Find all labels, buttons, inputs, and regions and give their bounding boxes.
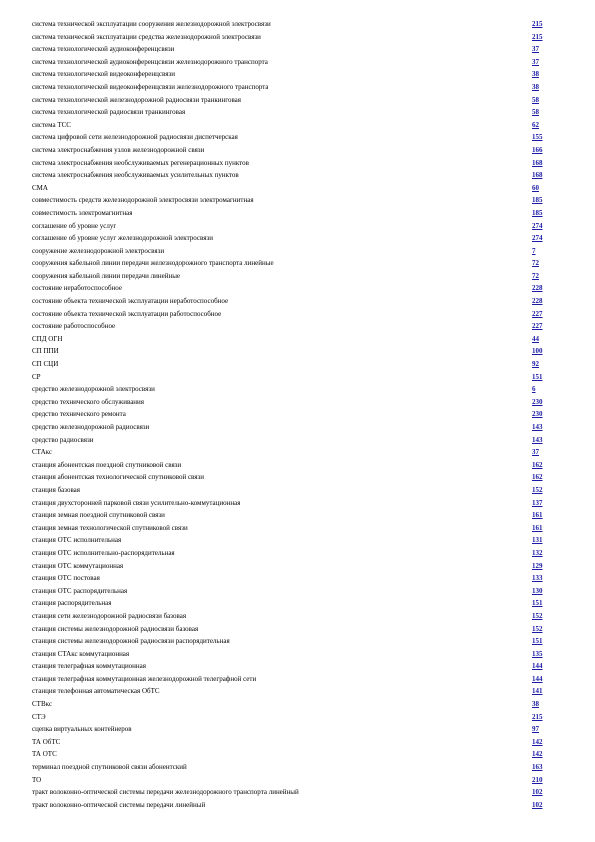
index-term: система технической эксплуатации средства железнодорожной электросвязи (32, 32, 261, 41)
index-entry (32, 723, 560, 736)
page-number-link[interactable]: 58 (532, 95, 539, 104)
index-entry (32, 698, 560, 711)
index-entry (32, 308, 560, 321)
page-number-link[interactable]: 230 (532, 410, 543, 419)
page-number-link[interactable]: 102 (532, 788, 543, 797)
index-term: система электроснабжения необслуживаемых усилительных пунктов (32, 171, 239, 180)
page-number-link[interactable]: 155 (532, 133, 543, 142)
index-term: станция двухсторонней парковой связи усилительно-коммутационная (32, 498, 241, 507)
index-term: система технологической видеоконференцсвязи железнодорожного транспорта (32, 82, 269, 91)
index-entry (32, 245, 560, 258)
index-entry (32, 673, 560, 686)
index-entry (32, 182, 560, 195)
page-number-link[interactable]: 131 (532, 536, 543, 545)
index-entry (32, 68, 560, 81)
page-number-link[interactable]: 38 (532, 70, 539, 79)
index-entry (32, 257, 560, 270)
index-entry (32, 774, 560, 787)
index-entry (32, 345, 560, 358)
index-term: состояние объекта технической эксплуатации работоспособное (32, 309, 222, 318)
index-entry (32, 408, 560, 421)
page-number-link[interactable]: 215 (532, 712, 543, 721)
page-number-link[interactable]: 143 (532, 435, 543, 444)
index-entry (32, 371, 560, 384)
index-entry (32, 434, 560, 447)
index-term: СПД ОГН (32, 334, 63, 343)
index-entry (32, 786, 560, 799)
index-entry (32, 748, 560, 761)
index-term: совместимость средств железнодорожной электросвязи электромагнитная (32, 196, 254, 205)
index-entry (32, 711, 560, 724)
page-number-link[interactable]: 228 (532, 284, 543, 293)
index-term: станция системы железнодорожной радиосвязи базовая (32, 624, 199, 633)
index-entry (32, 610, 560, 623)
index-term: сооружения кабельной линии передачи железнодорожного транспорта линейные (32, 259, 274, 268)
index-entry (32, 736, 560, 749)
index-term: станция ОТС постовая (32, 574, 100, 583)
page-number-link[interactable]: 37 (532, 45, 539, 54)
page-number-link[interactable]: 37 (532, 448, 539, 457)
page-number-link[interactable]: 274 (532, 234, 543, 243)
index-entry (32, 648, 560, 661)
page-number-link[interactable]: 72 (532, 259, 539, 268)
index-entry (32, 43, 560, 56)
index-term: СП СЦИ (32, 360, 59, 369)
index-term: сцепка виртуальных контейнеров (32, 725, 132, 734)
index-entry (32, 383, 560, 396)
index-term: СТВкс (32, 700, 52, 709)
index-entry (32, 81, 560, 94)
page-number-link[interactable]: 228 (532, 297, 543, 306)
index-entry (32, 282, 560, 295)
page-number-link[interactable]: 227 (532, 309, 543, 318)
page-number-link[interactable]: 92 (532, 360, 539, 369)
index-term: средство железнодорожной радиосвязи (32, 423, 150, 431)
index-entry (32, 585, 560, 598)
index-term: СТАкс (32, 448, 52, 457)
page-number-link[interactable]: 162 (532, 460, 543, 469)
page-number-link[interactable]: 215 (532, 20, 543, 28)
index-term: ТА ОТС (32, 750, 57, 759)
index-term: тракт волоконно-оптической системы передачи железнодорожного транспорта линейный (32, 788, 299, 797)
page-number-link[interactable]: 7 (532, 246, 536, 255)
page-number-link[interactable]: 151 (532, 637, 543, 646)
index-term: ТА ОбТС (32, 737, 61, 746)
page-number-link[interactable]: 143 (532, 423, 543, 431)
index-term: система технологической аудиоконференцсвязи (32, 45, 175, 54)
index-entry (32, 497, 560, 510)
page-number-link[interactable]: 152 (532, 611, 543, 620)
index-entry (32, 207, 560, 220)
page-number-link[interactable]: 144 (532, 674, 543, 683)
index-term: сооружение железнодорожной электросвязи (32, 246, 165, 255)
page-number-link[interactable]: 100 (532, 347, 543, 356)
index-term: состояние работоспособное (32, 322, 116, 331)
index-term: терминал поездной спутниковой связи абонентский (32, 763, 187, 772)
page-number-link[interactable]: 161 (532, 511, 543, 520)
index-term: станция ОТС распорядительная (32, 586, 128, 595)
page-number-link[interactable]: 230 (532, 397, 543, 406)
index-entry (32, 597, 560, 610)
index-term: станция СТАкс коммутационная (32, 649, 130, 658)
index-term: система электроснабжения узлов железнодорожной связи (32, 145, 205, 154)
page-number-link[interactable]: 38 (532, 700, 539, 709)
index-term: станция телефонная автоматическая ОбТС (32, 687, 160, 696)
index-entry (32, 31, 560, 44)
page-number-link[interactable]: 151 (532, 372, 543, 381)
page-number-link[interactable]: 142 (532, 750, 543, 759)
index-term: сооружения кабельной линии передачи линейные (32, 271, 181, 280)
index-entry (32, 333, 560, 346)
index-term: станция телеграфная коммутационная железнодорожной телеграфной сети (32, 674, 257, 683)
page-number-link[interactable]: 58 (532, 108, 539, 117)
index-term: средство радиосвязи (32, 435, 94, 444)
page-number-link[interactable]: 161 (532, 523, 543, 532)
index-entry (32, 522, 560, 535)
index-term: СР (32, 372, 41, 381)
index-term: система технологической видеоконференцсвязи (32, 70, 175, 79)
page-number-link[interactable]: 38 (532, 82, 539, 91)
index-entry (32, 572, 560, 585)
index-entry (32, 56, 560, 69)
page-number-link[interactable]: 130 (532, 586, 543, 595)
index-entry (32, 119, 560, 132)
index-entry (32, 144, 560, 157)
index-entry (32, 131, 560, 144)
page-number-link[interactable]: 132 (532, 548, 543, 557)
index-term: станция земная поездной спутниковой связи (32, 511, 165, 520)
page-number-link[interactable]: 185 (532, 196, 543, 205)
index-term: система ТСС (32, 120, 71, 129)
index-term: станция системы железнодорожной радиосвязи распорядительная (32, 637, 230, 646)
index-term: станция земная технологической спутниковой связи (32, 523, 188, 532)
page-number-link[interactable]: 151 (532, 599, 543, 608)
index-term: станция абонентская технологической спутниковой связи (32, 473, 204, 482)
index-entry (32, 169, 560, 182)
page-number-link[interactable]: 102 (532, 800, 543, 809)
index-entry (32, 220, 560, 233)
index-term: соглашение об уровне услуг (32, 221, 117, 230)
page-number-link[interactable]: 141 (532, 687, 543, 696)
page-number-link[interactable]: 142 (532, 737, 543, 746)
index-term: станция абонентская поездной спутниковой связи (32, 460, 182, 469)
index-term: система технической эксплуатации сооружения железнодорожной электросвязи (32, 20, 271, 28)
index-term: состояние объекта технической эксплуатации неработоспособное (32, 297, 229, 306)
index-entry (32, 446, 560, 459)
index-term: станция распорядительная (32, 599, 112, 608)
index-entry (32, 358, 560, 371)
page-number-link[interactable]: 44 (532, 334, 539, 343)
page-number-link[interactable]: 97 (532, 725, 539, 734)
index-term: станция ОТС коммутационная (32, 561, 124, 570)
index-entry (32, 157, 560, 170)
page-number-link[interactable]: 37 (532, 57, 539, 66)
index-entry (32, 761, 560, 774)
index-entry (32, 799, 560, 812)
page-number-link[interactable]: 163 (532, 763, 543, 772)
index-entry (32, 396, 560, 409)
page-number-link[interactable]: 129 (532, 561, 543, 570)
index-entry (32, 295, 560, 308)
index-term: средство технического обслуживания (32, 397, 145, 406)
index-term: система электроснабжения необслуживаемых регенерационных пунктов (32, 158, 249, 167)
page-number-link[interactable]: 72 (532, 271, 539, 280)
index-term: система технологической аудиоконференцсвязи железнодорожного транспорта (32, 57, 268, 66)
index-entry (32, 623, 560, 636)
index-entry (32, 685, 560, 698)
index-term: станция сети железнодорожной радиосвязи базовая (32, 611, 187, 620)
page-number-link[interactable]: 215 (532, 32, 543, 41)
index-term: система цифровой сети железнодорожной радиосвязи диспетчерская (32, 133, 238, 142)
page-number-link[interactable]: 135 (532, 649, 543, 658)
index-entry (32, 509, 560, 522)
index-term: станция телеграфная коммутационная (32, 662, 147, 671)
index-entry (32, 421, 560, 434)
page-number-link[interactable]: 137 (532, 498, 543, 507)
page-number-link[interactable]: 6 (532, 385, 536, 394)
index-term: станция ОТС исполнительная (32, 536, 122, 545)
index-term: совместимость электромагнитная (32, 208, 133, 217)
index-term: СТЭ (32, 712, 46, 721)
index-term: средство технического ремонта (32, 410, 126, 419)
index-term: соглашение об уровне услуг железнодорожной электросвязи (32, 234, 213, 243)
page-number-link[interactable]: 133 (532, 574, 543, 583)
index-entry (32, 635, 560, 648)
page-number-link[interactable]: 227 (532, 322, 543, 331)
index-entry (32, 560, 560, 573)
index-entry (32, 270, 560, 283)
page-number-link[interactable]: 210 (532, 775, 543, 784)
index-entry (32, 18, 560, 31)
page-number-link[interactable]: 60 (532, 183, 539, 192)
index-term: станция ОТС исполнительно-распорядительная (32, 548, 175, 557)
page-number-link[interactable]: 144 (532, 662, 543, 671)
index-entry (32, 534, 560, 547)
page-number-link[interactable]: 185 (532, 208, 543, 217)
index-entry (32, 471, 560, 484)
index-entry (32, 94, 560, 107)
page-number-link[interactable]: 162 (532, 473, 543, 482)
page-number-link[interactable]: 152 (532, 624, 543, 633)
page-number-link[interactable]: 166 (532, 145, 543, 154)
term-index-list (32, 18, 560, 811)
index-entry (32, 194, 560, 207)
page-number-link[interactable]: 62 (532, 120, 539, 129)
index-entry (32, 232, 560, 245)
index-entry (32, 106, 560, 119)
page-number-link[interactable]: 168 (532, 171, 543, 180)
index-term: система технологической железнодорожной радиосвязи транкинговая (32, 95, 241, 104)
index-entry (32, 484, 560, 497)
index-term: система технологической радиосвязи транкинговая (32, 108, 186, 117)
index-term: тракт волоконно-оптической системы передачи линейный (32, 800, 206, 809)
index-entry (32, 547, 560, 560)
index-entry (32, 660, 560, 673)
index-term: средство железнодорожной электросвязи (32, 385, 155, 394)
index-term: ТО (32, 775, 42, 784)
index-term: состояние неработоспособное (32, 284, 122, 293)
index-term: СП ППИ (32, 347, 59, 356)
index-entry (32, 320, 560, 333)
index-term: станция базовая (32, 485, 80, 494)
index-entry (32, 459, 560, 472)
page-number-link[interactable]: 168 (532, 158, 543, 167)
page-number-link[interactable]: 152 (532, 485, 543, 494)
page-number-link[interactable]: 274 (532, 221, 543, 230)
index-term: СМА (32, 183, 48, 192)
